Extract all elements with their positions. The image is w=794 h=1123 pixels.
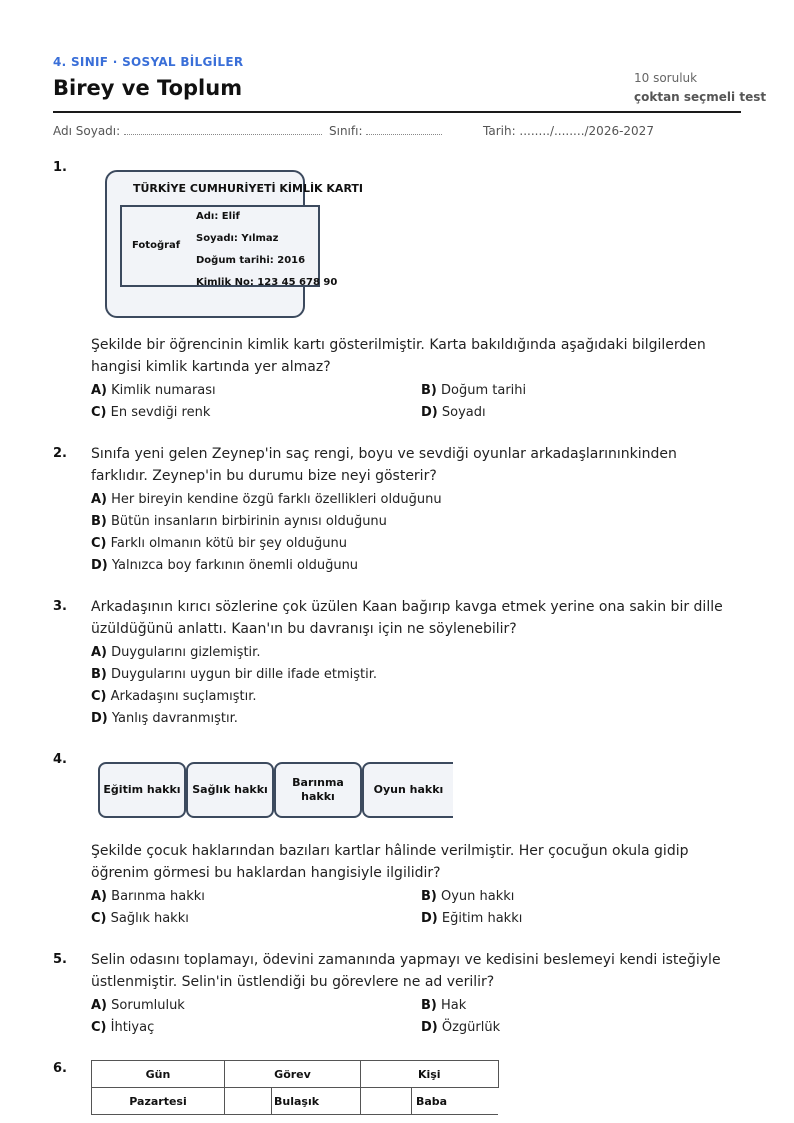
option-letter: B) (91, 514, 107, 529)
option-letter: D) (91, 558, 108, 573)
class-blank[interactable] (366, 124, 442, 135)
option-b[interactable] (421, 383, 526, 398)
date-field: Tarih: ......../......../2026-2027 (483, 124, 654, 138)
table-header: Kişi (361, 1061, 499, 1088)
question-number: 2. (53, 446, 67, 461)
option-d[interactable] (91, 711, 238, 726)
table-cell-empty (225, 1088, 272, 1115)
subject-label: 4. SINIF · SOSYAL BİLGİLER (53, 55, 244, 69)
id-card-line: Kimlik No: 123 45 678 90 (196, 277, 338, 288)
option-letter: C) (91, 911, 107, 926)
option-text: Her bireyin kendine özgü farklı özellikleri olduğunu (111, 492, 442, 507)
option-a[interactable] (91, 383, 216, 398)
option-c[interactable] (91, 689, 257, 704)
option-text: Duygularını uygun bir dille ifade etmiştir. (111, 667, 377, 682)
option-letter: B) (421, 889, 437, 904)
option-d[interactable] (91, 558, 358, 573)
option-text: En sevdiği renk (110, 405, 211, 420)
option-letter: C) (91, 536, 107, 551)
option-c[interactable] (91, 405, 210, 420)
name-label: Adı Soyadı: (53, 124, 121, 138)
question-number: 3. (53, 599, 67, 614)
option-text: Sağlık hakkı (110, 911, 189, 926)
option-letter: A) (91, 889, 108, 904)
id-card-photo-label: Fotoğraf (132, 240, 181, 251)
class-label: Sınıfı: (329, 124, 363, 138)
option-text: İhtiyaç (110, 1020, 155, 1035)
option-text: Soyadı (441, 405, 486, 420)
header-divider (53, 111, 741, 113)
question-count: 10 soruluk (634, 71, 698, 85)
option-letter: B) (421, 383, 437, 398)
option-letter: C) (91, 1020, 107, 1035)
question-number: 6. (53, 1061, 67, 1076)
option-letter: B) (91, 667, 107, 682)
option-letter: C) (91, 405, 107, 420)
option-text: Doğum tarihi (441, 383, 527, 398)
option-letter: C) (91, 689, 107, 704)
question-number: 5. (53, 952, 67, 967)
option-text: Oyun hakkı (441, 889, 515, 904)
option-b[interactable] (91, 667, 377, 682)
option-text: Duygularını gizlemiştir. (111, 645, 261, 660)
name-blank[interactable] (124, 124, 322, 135)
option-a[interactable] (91, 998, 185, 1013)
question-text: Selin odasını toplamayı, ödevini zamanında yapmayı ve kedisini beslemeyi kendi isteğiyle üstlenmiştir. Selin'in üstlendiği bu görevlere ne ad verilir? (91, 952, 721, 990)
option-letter: A) (91, 383, 108, 398)
option-text: Eğitim hakkı (441, 911, 523, 926)
option-b[interactable] (421, 889, 514, 904)
option-c[interactable] (91, 1020, 154, 1035)
question-number: 4. (53, 752, 67, 767)
option-c[interactable] (91, 536, 347, 551)
table-cell: Pazartesi (92, 1088, 225, 1115)
table-cell: Bulaşık (272, 1088, 361, 1115)
option-d[interactable] (421, 405, 486, 420)
table-header: Görev (225, 1061, 361, 1088)
option-letter: D) (421, 911, 438, 926)
option-a[interactable] (91, 889, 205, 904)
option-letter: A) (91, 998, 108, 1013)
option-text: Hak (441, 998, 467, 1013)
duty-table (91, 1060, 499, 1115)
question-text: Şekilde çocuk haklarından bazıları kartlar hâlinde verilmiştir. Her çocuğun okula gidip öğrenim görmesi bu haklardan hangisiyle ilgilidir? (91, 843, 689, 881)
question-text: Şekilde bir öğrencinin kimlik kartı gösterilmiştir. Karta bakıldığında aşağıdaki bilgilerden hangisi kimlik kartında yer almaz? (91, 337, 706, 375)
option-text: Farklı olmanın kötü bir şey olduğunu (110, 536, 347, 551)
option-text: Özgürlük (441, 1020, 501, 1035)
table-header-row (92, 1061, 499, 1088)
option-letter: A) (91, 492, 108, 507)
option-letter: B) (421, 998, 437, 1013)
id-card-title: TÜRKİYE CUMHURİYETİ KİMLİK KARTI (133, 182, 364, 195)
option-a[interactable] (91, 645, 260, 660)
option-text: Yanlış davranmıştır. (111, 711, 238, 726)
option-text: Arkadaşını suçlamıştır. (110, 689, 257, 704)
option-d[interactable] (421, 911, 522, 926)
page-title: Birey ve Toplum (53, 76, 243, 100)
option-text: Kimlik numarası (111, 383, 216, 398)
option-letter: A) (91, 645, 108, 660)
table-row (92, 1088, 499, 1115)
test-type: çoktan seçmeli test (634, 90, 767, 104)
option-b[interactable] (421, 998, 466, 1013)
option-text: Yalnızca boy farkının önemli olduğunu (111, 558, 359, 573)
option-text: Sorumluluk (111, 998, 185, 1013)
rights-card: Eğitim hakkı (98, 762, 186, 818)
rights-card: Oyun hakkı (362, 762, 453, 818)
option-text: Barınma hakkı (111, 889, 205, 904)
rights-card: Barınma hakkı (274, 762, 362, 818)
id-card-line: Soyadı: Yılmaz (196, 233, 279, 244)
option-letter: D) (91, 711, 108, 726)
question-number: 1. (53, 160, 67, 175)
id-card-line: Adı: Elif (196, 211, 240, 222)
option-a[interactable] (91, 492, 442, 507)
table-cell: Baba (412, 1088, 499, 1115)
option-b[interactable] (91, 514, 387, 529)
option-letter: D) (421, 405, 438, 420)
name-field[interactable] (53, 124, 322, 138)
question-text: Arkadaşının kırıcı sözlerine çok üzülen Kaan bağırıp kavga etmek yerine ona sakin bir dille üzüldüğünü anlattı. Kaan'ın bu davranışı için ne söylenebilir? (91, 599, 723, 637)
rights-card: Sağlık hakkı (186, 762, 274, 818)
class-field[interactable] (329, 124, 442, 138)
option-d[interactable] (421, 1020, 500, 1035)
option-text: Bütün insanların birbirinin aynısı olduğunu (111, 514, 387, 529)
id-card-line: Doğum tarihi: 2016 (196, 255, 306, 266)
option-c[interactable] (91, 911, 189, 926)
table-cell-empty (361, 1088, 412, 1115)
question-text: Sınıfa yeni gelen Zeynep'in saç rengi, boyu ve sevdiği oyunlar arkadaşlarınınkinden farklıdır. Zeynep'in bu durumu bize neyi gösterir? (91, 446, 677, 484)
table-header: Gün (92, 1061, 225, 1088)
option-letter: D) (421, 1020, 438, 1035)
